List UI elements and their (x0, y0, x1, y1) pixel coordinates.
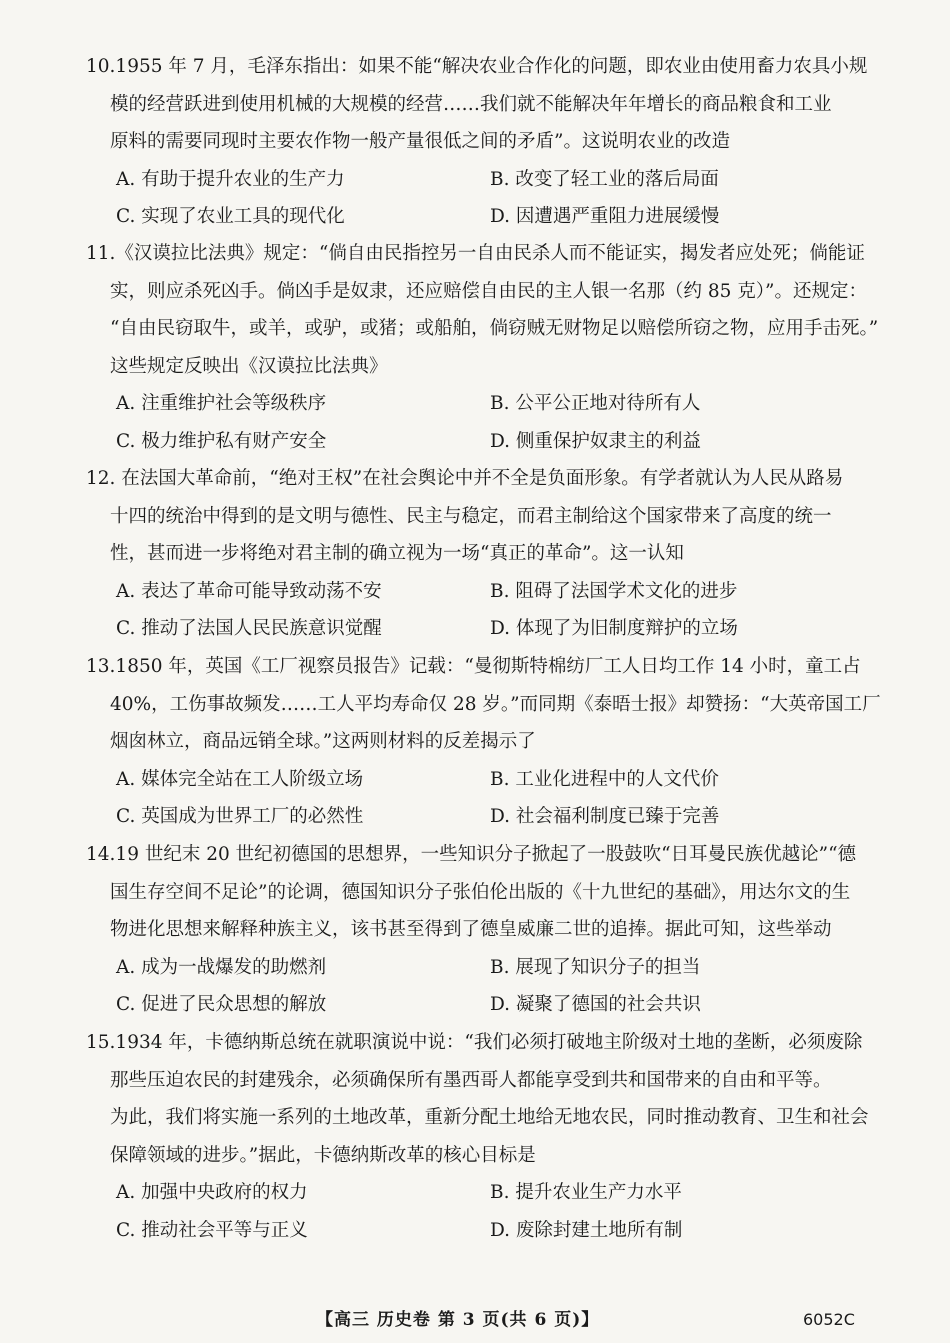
option-c: C. 实现了农业工具的现代化 (116, 206, 345, 227)
footer-title: 【高三 历史卷 第 3 页(共 6 页)】 (316, 1310, 600, 1330)
option-c: C. 推动了法国人民民族意识觉醒 (116, 618, 382, 639)
option-d: D. 社会福利制度已臻于完善 (490, 806, 720, 827)
option-c: C. 推动社会平等与正义 (116, 1219, 308, 1241)
option-a: A. 有助于提升农业的生产力 (116, 168, 345, 190)
option-b: B. 工业化进程中的人文代价 (490, 768, 719, 790)
question-13 (86, 648, 881, 836)
option-d: D. 体现了为旧制度辩护的立场 (490, 618, 738, 639)
option-c: C. 英国成为世界工厂的必然性 (116, 806, 364, 827)
question-text-line: 11.《汉谟拉比法典》规定：“倘自由民指控另一自由民杀人而不能证实，揭发者应处死；倘能证 (86, 243, 865, 264)
option-b: B. 展现了知识分子的担当 (490, 956, 701, 978)
option-a: A. 媒体完全站在工人阶级立场 (116, 768, 364, 790)
question-text-line: 14.19 世纪末 20 世纪初德国的思想界，一些知识分子掀起了一股鼓吹“日耳曼民族优越论”“德 (86, 844, 857, 865)
question-text-line: 15.1934 年，卡德纳斯总统在就职演说中说：“我们必须打破地主阶级对土地的垄断，必须废除 (86, 1032, 863, 1053)
option-a: A. 成为一战爆发的助燃剂 (116, 956, 327, 978)
question-text-line: 那些压迫农民的封建残余，必须确保所有墨西哥人都能享受到共和国带来的自由和平等。 (110, 1069, 832, 1091)
question-text-line: 10.1955 年 7 月，毛泽东指出：如果不能“解决农业合作化的问题，即农业由使用畜力农具小规 (86, 56, 868, 77)
question-12 (86, 460, 866, 648)
option-d: D. 侧重保护奴隶主的利益 (490, 430, 701, 452)
question-11 (86, 235, 879, 460)
option-d: D. 废除封建土地所有制 (490, 1219, 683, 1241)
option-b: B. 提升农业生产力水平 (490, 1182, 682, 1203)
question-text-line: 实，则应杀死凶手。倘凶手是奴隶，还应赔偿自由民的主人银一名那（约 85 克）”。还规定： (110, 280, 868, 302)
question-14 (86, 836, 866, 1024)
option-a: A. 注重维护社会等级秩序 (116, 393, 327, 414)
option-d: D. 因遭遇严重阻力进展缓慢 (490, 206, 720, 227)
question-text-line: 13.1850 年，英国《工厂视察员报告》记载：“曼彻斯特棉纺厂工人日均工作 14 小时，童工占 (86, 656, 861, 677)
option-a: A. 加强中央政府的权力 (116, 1182, 308, 1203)
question-text-line: 12. 在法国大革命前，“绝对王权”在社会舆论中并不全是负面形象。有学者就认为人民从路易 (86, 468, 844, 489)
question-15 (86, 1024, 869, 1249)
question-text-line: 40%，工伤事故频发……工人平均寿命仅 28 岁。”而同期《泰晤士报》却赞扬：“大英帝国工厂 (110, 693, 881, 715)
option-b: B. 阻碍了法国学术文化的进步 (490, 580, 738, 602)
question-text-line: 保障领域的进步。”据此，卡德纳斯改革的核心目标是 (110, 1144, 536, 1166)
question-text-line: 原料的需要同现时主要农作物一般产量很低之间的矛盾”。这说明农业的改造 (110, 131, 730, 152)
option-b: B. 改变了轻工业的落后局面 (490, 168, 719, 190)
question-text-line: 物进化思想来解释种族主义，该书甚至得到了德皇威廉二世的追捧。据此可知，这些举动 (110, 919, 832, 940)
question-text-line: 为此，我们将实施一系列的土地改革，重新分配土地给无地农民，同时推动教育、卫生和社会 (110, 1107, 869, 1128)
option-c: C. 促进了民众思想的解放 (116, 994, 327, 1015)
question-text-line: 烟囱林立，商品远销全球。”这两则材料的反差揭示了 (110, 731, 536, 752)
option-a: A. 表达了革命可能导致动荡不安 (116, 580, 382, 602)
question-text-line: 国生存空间不足论”的论调，德国知识分子张伯伦出版的《十九世纪的基础》，用达尔文的生 (110, 881, 851, 903)
question-text-line: 十四的统治中得到的是文明与德性、民主与稳定，而君主制给这个国家带来了高度的统一 (110, 505, 832, 527)
question-10 (86, 48, 866, 236)
option-d: D. 凝聚了德国的社会共识 (490, 994, 701, 1015)
question-text-line: 模的经营跃进到使用机械的大规模的经营……我们就不能解决年年增长的商品粮食和工业 (110, 93, 832, 115)
page-footer (0, 1302, 950, 1338)
option-b: B. 公平公正地对待所有人 (490, 393, 701, 414)
question-text-line: 性，甚而进一步将绝对君主制的确立视为一场“真正的革命”。这一认知 (110, 543, 684, 564)
question-text-line: “自由民窃取牛，或羊，或驴，或猪；或船舶，倘窃贼无财物足以赔偿所窃之物，应用手击死。” (110, 318, 879, 339)
footer-code: 6052C (803, 1310, 855, 1329)
question-text-line: 这些规定反映出《汉谟拉比法典》 (110, 355, 388, 377)
option-c: C. 极力维护私有财产安全 (116, 430, 327, 452)
